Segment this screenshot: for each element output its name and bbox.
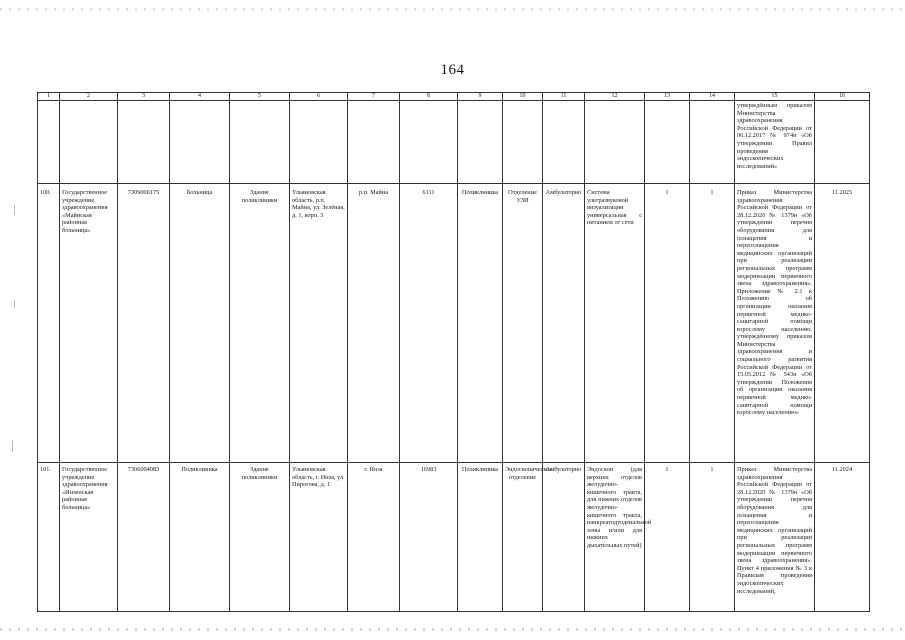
- table-cell: [400, 101, 458, 184]
- scan-mark-left: [14, 205, 15, 215]
- equipment-cell: Эндоскоп (для верхних отделов желудочно-кишечного тракта, для нижних отделов желудочно-кишечного тракта, панкреатодуоденальной зоны и/или для нижних дыхательных путей): [585, 463, 645, 612]
- column-number: 16: [815, 93, 870, 101]
- quantity-cell: 1: [690, 463, 735, 612]
- table-cell: [543, 101, 585, 184]
- quantity-cell: 1: [645, 184, 690, 463]
- column-number: 1: [38, 93, 60, 101]
- facility-type-cell: Больница: [170, 184, 230, 463]
- legal-basis-cell: Приказ Министерства здравоохранения Российской Федерации от 28.12.2020 № 1379н «Об утверждении перечня оборудования для оснащения и переоснащения медицинских организаций при реализации региональных программ модернизации первичного звена здравоохранения». Пункт 4 приложения № 3 к Правилам проведения эндоскопических исследований,: [735, 463, 815, 612]
- table-cell: [348, 101, 400, 184]
- column-number: 4: [170, 93, 230, 101]
- table-cell: [458, 101, 503, 184]
- legal-basis-cell: утверждённым приказом Министерства здравоохранения Российской Федерации от 06.12.2017 № 974н «Об утверждении Правил проведения эндоскопических исследований»: [735, 101, 815, 184]
- table-cell: [815, 101, 870, 184]
- organization-cell: Государственное учреждение здравоохранения «Инзенская районная больница»: [60, 463, 118, 612]
- column-number-row: [38, 93, 870, 101]
- scan-mark-left: [12, 440, 13, 452]
- column-number: 2: [60, 93, 118, 101]
- quantity-cell: 1: [645, 463, 690, 612]
- address-cell: Ульяновская область, р.п. Майна, ул. Зелёная, д. 1, корп. 3: [290, 184, 348, 463]
- table-row: [38, 184, 870, 463]
- column-number: 15: [735, 93, 815, 101]
- locality-cell: р.п. Майна: [348, 184, 400, 463]
- table-row-continuation: [38, 101, 870, 184]
- column-number: 7: [348, 93, 400, 101]
- equipment-cell: Система ультразвуковой визуализации универсальная с питанием от сети: [585, 184, 645, 463]
- column-number: 12: [585, 93, 645, 101]
- column-number: 9: [458, 93, 503, 101]
- building-cell: Здание поликлиники: [230, 184, 290, 463]
- page-number: 164: [440, 62, 465, 78]
- column-number: 6: [290, 93, 348, 101]
- column-number: 13: [645, 93, 690, 101]
- column-number: 8: [400, 93, 458, 101]
- date-cell: 11.2025: [815, 184, 870, 463]
- facility-type-cell: Поликлиника: [170, 463, 230, 612]
- unit-cell: Поликлиника: [458, 184, 503, 463]
- table-cell: [503, 101, 543, 184]
- care-form-cell: Амбулаторно: [543, 184, 585, 463]
- column-number: 3: [118, 93, 170, 101]
- table-cell: [690, 101, 735, 184]
- department-cell: Эндоскопическое отделение: [503, 463, 543, 612]
- row-number-cell: 100.: [38, 184, 60, 463]
- table-cell: [290, 101, 348, 184]
- scan-noise-bottom: [0, 628, 905, 631]
- table-cell: [118, 101, 170, 184]
- column-number: 14: [690, 93, 735, 101]
- inn-cell: 7306004083: [118, 463, 170, 612]
- locality-cell: г. Инза: [348, 463, 400, 612]
- scan-noise-top: [0, 8, 905, 11]
- table-cell: [38, 101, 60, 184]
- unit-cell: Поликлиника: [458, 463, 503, 612]
- table-cell: [230, 101, 290, 184]
- date-cell: 11.2024: [815, 463, 870, 612]
- building-cell: Здание поликлиники: [230, 463, 290, 612]
- row-number-cell: 101.: [38, 463, 60, 612]
- address-cell: Ульяновская область, г. Инза, ул. Пирогова, д. 1: [290, 463, 348, 612]
- table-cell: [645, 101, 690, 184]
- column-number: 5: [230, 93, 290, 101]
- quantity-cell: 1: [690, 184, 735, 463]
- table-cell: [170, 101, 230, 184]
- column-number: 10: [503, 93, 543, 101]
- legal-basis-cell: Приказ Министерства здравоохранения Российской Федерации от 28.12.2020 № 1379н «Об утверждении перечня оборудования для оснащения и переоснащения медицинских организаций при реализации региональных программ модернизации первичного звена здравоохранения». Приложение № 2.1 к Положению об организации оказания первичной медико-санитарной помощи взрослому населению, утверждённому приказом Министерства здравоохранения и социального развития Российской Федерации от 15.05.2012 № 543н «Об утверждении Положения об организации оказания первичной медико-санитарной помощи взрослому населению»: [735, 184, 815, 463]
- scan-mark-left: [14, 300, 15, 308]
- column-number: 11: [543, 93, 585, 101]
- code-cell: 6111: [400, 184, 458, 463]
- table-cell: [585, 101, 645, 184]
- table-cell: [60, 101, 118, 184]
- inn-cell: 7309000175: [118, 184, 170, 463]
- equipment-register-table: [37, 92, 870, 612]
- code-cell: 16983: [400, 463, 458, 612]
- department-cell: Отделение УЗИ: [503, 184, 543, 463]
- care-form-cell: Амбулаторно: [543, 463, 585, 612]
- table-row: [38, 463, 870, 612]
- organization-cell: Государственное учреждение здравоохранения «Майнская районная больница»: [60, 184, 118, 463]
